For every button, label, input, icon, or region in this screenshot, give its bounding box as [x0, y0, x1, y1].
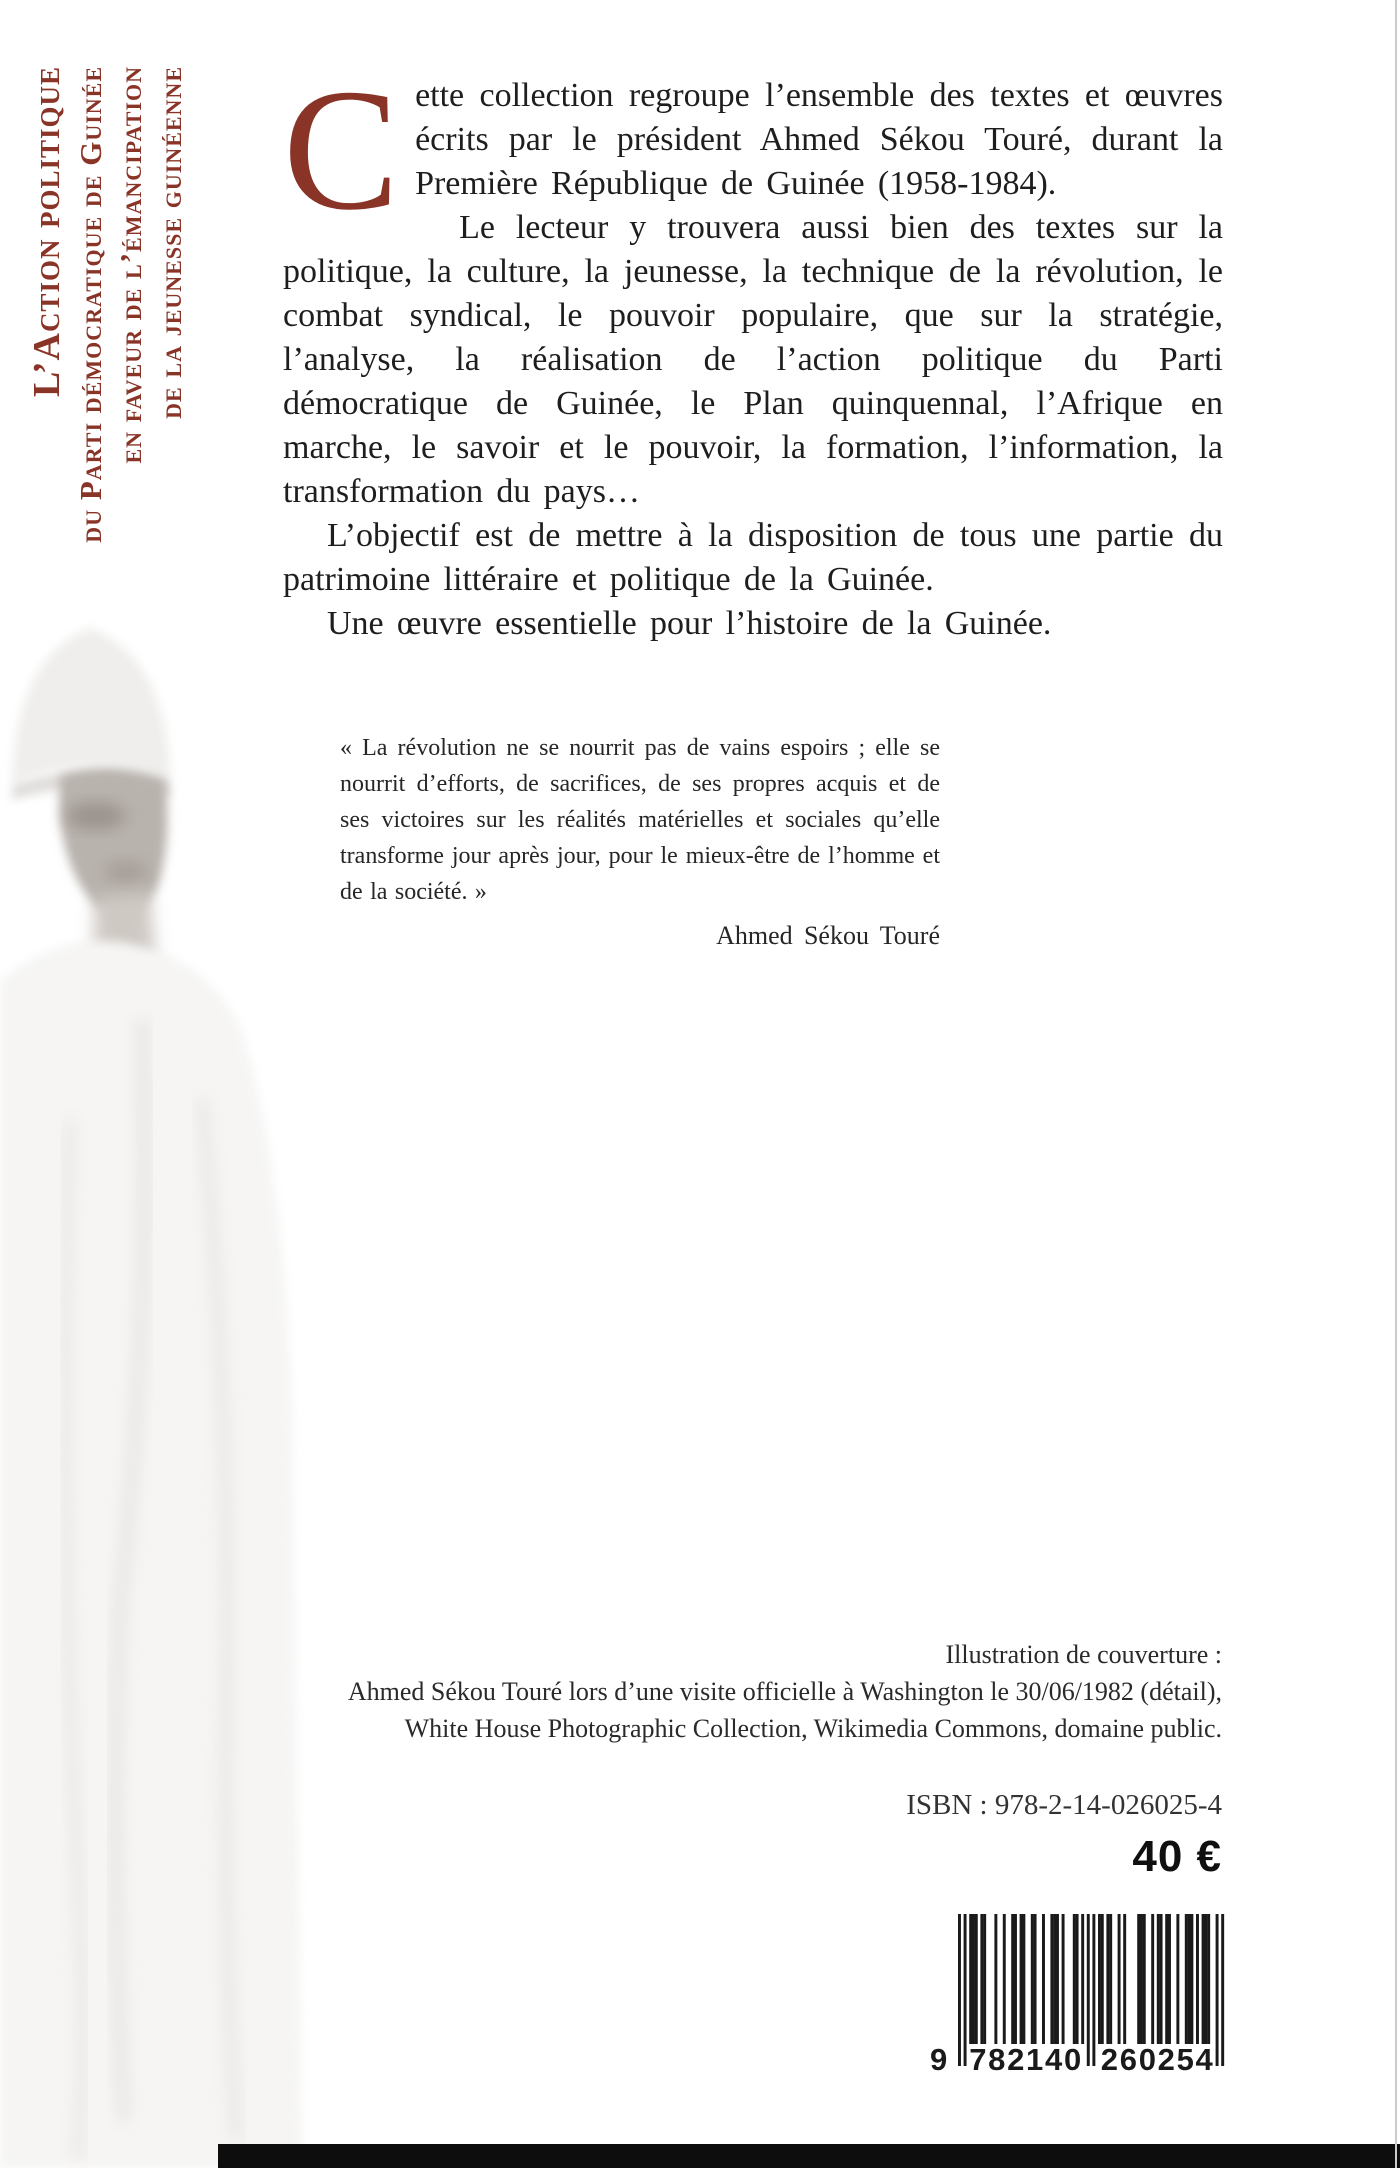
price-text: 40 € [1132, 1832, 1222, 1881]
illustration-credit-line: Illustration de couverture : [945, 1640, 1222, 1669]
cover-photo-sekou-toure [0, 600, 320, 2168]
isbn-text: ISBN : 978-2-14-026025-4 [906, 1789, 1222, 1821]
series-title-line: du Parti démocratique de Guinée [73, 66, 108, 543]
page-edge-line [1395, 0, 1397, 2168]
svg-text:260254: 260254 [1100, 2042, 1213, 2076]
series-title-line: L’Action politique [26, 66, 68, 398]
blurb-paragraph-1 [283, 53, 1223, 246]
svg-text:782140: 782140 [969, 2042, 1082, 2076]
back-cover-blurb [283, 53, 1223, 954]
svg-text:9: 9 [930, 2042, 948, 2076]
face-shape [59, 769, 167, 916]
blurb-paragraph-3: L’objectif est de mettre à la disposition de tous une partie du patrimoine littéraire et politique de la Guinée. [283, 517, 1223, 598]
bottom-black-bar [218, 2144, 1400, 2168]
author-quote: « La révolution ne se nourrit pas de vains espoirs ; elle se nourrit d’efforts, de sacrifices, de ses propres acquis et de ses victoires sur les réalités matérielles et sociales qu’elle transforme jour après jour, pour le mieux-être de l’homme et de la société. » [340, 735, 940, 905]
bottom-info-block [222, 1636, 1222, 1881]
robe-shape [0, 941, 302, 2168]
ean13-barcode [928, 1914, 1232, 2076]
series-title-line: de la jeunesse guinéenne [153, 66, 188, 419]
quote-attribution: Ahmed Sékou Touré [716, 921, 940, 950]
drop-cap: C [283, 53, 400, 246]
cap-shape [12, 628, 170, 785]
blurb-paragraph-2: Le lecteur y trouvera aussi bien des textes sur la politique, la culture, la jeunesse, la technique de la révolution, le combat syndical, le pouvoir populaire, que sur la stratégie, l’analyse, la réalisation de l’action politique du Parti démocratique de Guinée, le Plan quinquennal, l’Afrique en marche, le savoir et le pouvoir, la formation, l’information, la transformation du pays… [283, 209, 1223, 510]
series-title-vertical [24, 66, 191, 606]
blurb-paragraph-4: Une œuvre essentielle pour l’histoire de la Guinée. [327, 605, 1052, 642]
illustration-credit-line: Ahmed Sékou Touré lors d’une visite officielle à Washington le 30/06/1982 (détail), [347, 1677, 1222, 1706]
illustration-credit-line: White House Photographic Collection, Wikimedia Commons, domaine public. [404, 1714, 1222, 1743]
series-title-line: en faveur de l’émancipation [113, 66, 148, 464]
blurb-paragraph-1-text: ette collection regroupe l’ensemble des textes et œuvres écrits par le président Ahmed Sékou Touré, durant la Première République de Guinée (1958-1984). [415, 77, 1223, 202]
